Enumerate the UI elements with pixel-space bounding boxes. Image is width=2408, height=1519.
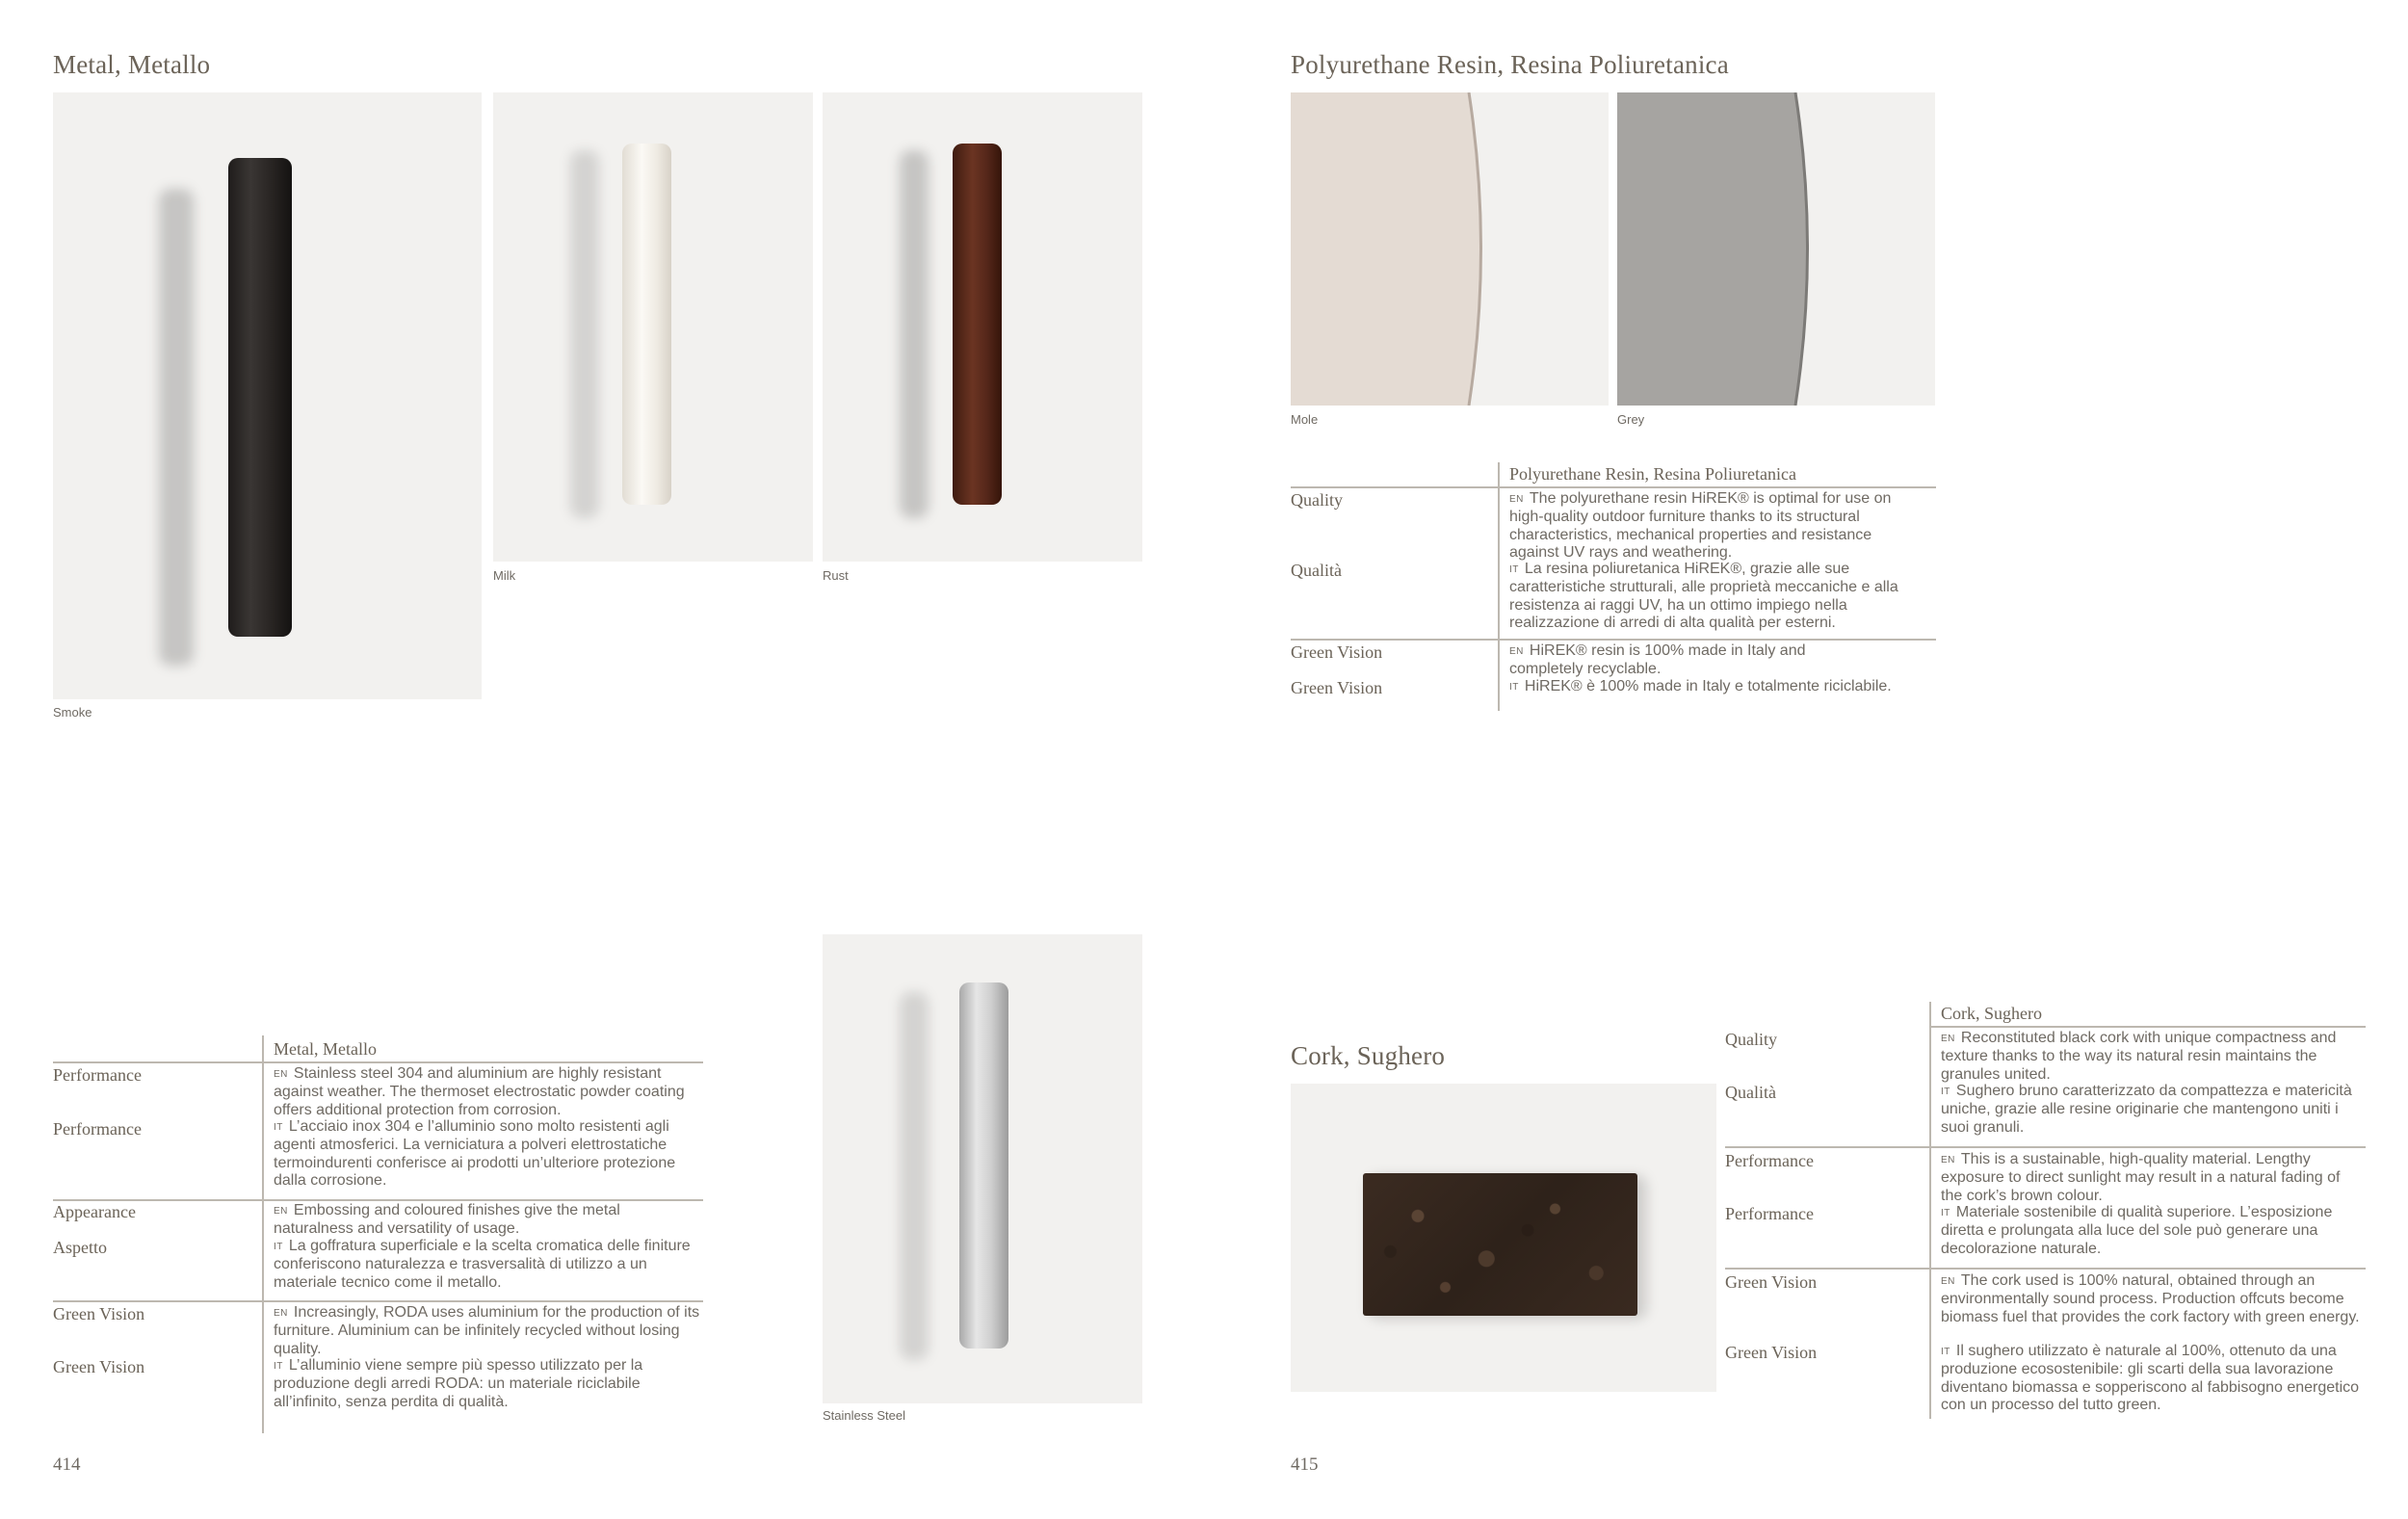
row-text-en <box>274 1065 702 1119</box>
lang-tag-en: EN <box>1509 646 1524 657</box>
row-text-en-body: Stainless steel 304 and aluminium are highly resistant against weather. The thermoset electrostatic powder coating offers additional protection from corrosion. <box>274 1065 685 1118</box>
table-rule <box>53 1199 703 1201</box>
lang-tag-en: EN <box>274 1206 288 1217</box>
row-text-it-body: Sughero bruno caratterizzato da compattezza e matericità uniche, grazie alle resine originarie che mantengono uniti i suoi granuli. <box>1941 1083 2352 1136</box>
resin-section-title: Polyurethane Resin, Resina Poliuretanica <box>1291 50 1729 79</box>
row-text-it-body: L’alluminio viene sempre più spesso utilizzato per la produzione degli arredi RODA: un materiale riciclabile all’infinito, senza perdita di qualità. <box>274 1357 643 1410</box>
row-text-it <box>1941 1343 2365 1414</box>
row-text-en-body: HiREK® resin is 100% made in Italy and completely recyclable. <box>1509 642 1806 678</box>
table-rule <box>53 1061 703 1063</box>
cork-section-title: Cork, Sughero <box>1291 1041 1446 1070</box>
row-text-en <box>274 1304 702 1358</box>
row-text-it-body: La resina poliuretanica HiREK®, grazie alle sue caratteristiche strutturali, alle proprietà meccaniche e alla resistenza ai raggi UV, ha un ottimo impiego nella realizzazione di arredi di alta qualità per esterni. <box>1509 561 1898 631</box>
lang-tag-en: EN <box>1941 1155 1955 1165</box>
table-header: Metal, Metallo <box>274 1039 377 1059</box>
swatch-milk <box>493 92 813 562</box>
lang-tag-en: EN <box>1941 1276 1955 1287</box>
row-label-it: Green Vision <box>1725 1343 1818 1362</box>
row-label-it: Performance <box>53 1119 142 1139</box>
lang-tag-en: EN <box>1509 494 1524 505</box>
table-column-divider <box>1498 462 1500 711</box>
resin-spec-table <box>1291 462 1936 713</box>
smoke-tube <box>228 158 292 637</box>
stainless-steel-tube <box>959 982 1008 1349</box>
swatch-caption-mole: Mole <box>1291 412 1319 427</box>
row-text-en-body: Embossing and coloured finishes give the metal naturalness and versatility of usage. <box>274 1202 620 1238</box>
row-text-en <box>1941 1030 2355 1084</box>
row-text-en <box>1509 642 1827 679</box>
page-number-left: 414 <box>53 1454 81 1475</box>
swatch-mole <box>1291 92 1609 406</box>
lang-tag-it: IT <box>274 1242 283 1252</box>
milk-tube <box>622 144 671 505</box>
swatch-caption-milk: Milk <box>493 568 516 583</box>
row-text-en <box>1509 490 1924 562</box>
row-text-en <box>1941 1151 2355 1205</box>
row-label-en: Appearance <box>53 1202 136 1221</box>
swatch-cork <box>1291 1084 1716 1392</box>
table-header: Cork, Sughero <box>1941 1004 2042 1023</box>
row-text-it-body: La goffratura superficiale e la scelta cromatica delle finiture conferiscono naturalezza e trasversalità di utilizzo a un materiale tecnico come il metallo. <box>274 1238 691 1291</box>
row-text-it-body: Materiale sostenibile di qualità superiore. L’esposizione diretta e prolungata alla luce del sole può generare una decolorazione naturale. <box>1941 1204 2333 1257</box>
page-number-right: 415 <box>1291 1454 1319 1475</box>
table-rule <box>1291 639 1936 641</box>
tube-shadow <box>900 992 929 1360</box>
tube-shadow <box>900 150 929 518</box>
row-text-it <box>274 1238 702 1292</box>
tube-shadow <box>159 189 194 666</box>
grey-resin-disc <box>1617 92 1935 406</box>
row-label-en: Green Vision <box>1291 642 1383 662</box>
lang-tag-it: IT <box>1509 682 1519 693</box>
row-label-en: Green Vision <box>53 1304 145 1323</box>
swatch-grey <box>1617 92 1935 406</box>
swatch-rust <box>823 92 1142 562</box>
cork-sample <box>1363 1173 1637 1316</box>
row-text-en-body: Reconstituted black cork with unique compactness and texture thanks to the way its natural resin maintains the granules united. <box>1941 1030 2337 1083</box>
row-text-en-body: This is a sustainable, high-quality material. Lengthy exposure to direct sunlight may result in a natural fading of the cork’s brown colour. <box>1941 1151 2341 1204</box>
row-label-it: Qualità <box>1725 1083 1776 1102</box>
lang-tag-it: IT <box>1941 1347 1950 1357</box>
table-header: Polyurethane Resin, Resina Poliuretanica <box>1509 464 1796 484</box>
row-text-en <box>274 1202 702 1239</box>
swatch-stainless-steel <box>823 934 1142 1403</box>
lang-tag-it: IT <box>1941 1208 1950 1218</box>
row-label-en: Quality <box>1291 490 1343 510</box>
row-text-it <box>1509 561 1924 632</box>
row-label-it: Aspetto <box>53 1238 107 1257</box>
metal-spec-table <box>53 1035 703 1435</box>
lang-tag-it: IT <box>274 1361 283 1372</box>
lang-tag-it: IT <box>1941 1087 1950 1097</box>
row-text-en-body: The polyurethane resin HiREK® is optimal for use on high-quality outdoor furniture thanks to its structural characteristics, mechanical properties and resistance against UV rays and weathering. <box>1509 490 1892 561</box>
row-text-it-body: Il sughero utilizzato è naturale al 100%, ottenuto da una produzione ecosostenibile: gli scarti della sua lavorazione diventano biomassa e sopperiscono al fabbisogno energetico con un processo del tutto green. <box>1941 1343 2360 1413</box>
swatch-caption-grey: Grey <box>1617 412 1645 427</box>
row-label-it: Qualità <box>1291 561 1342 580</box>
lang-tag-it: IT <box>274 1122 283 1133</box>
row-text-it <box>274 1357 702 1411</box>
swatch-smoke <box>53 92 482 699</box>
swatch-caption-smoke: Smoke <box>53 705 92 720</box>
table-column-divider <box>262 1035 264 1433</box>
row-text-en-body: Increasingly, RODA uses aluminium for the production of its furniture. Aluminium can be infinitely recycled without losing quality. <box>274 1304 700 1357</box>
row-label-it: Performance <box>1725 1204 1814 1223</box>
lang-tag-en: EN <box>274 1308 288 1319</box>
tube-shadow <box>570 150 599 518</box>
metal-section-title: Metal, Metallo <box>53 50 211 79</box>
row-text-en-body: The cork used is 100% natural, obtained through an environmentally sound process. Production offcuts become biomass fuel that provides the cork factory with green energy. <box>1941 1272 2360 1325</box>
row-text-it <box>1941 1204 2355 1258</box>
row-text-it-body: HiREK® è 100% made in Italy e totalmente riciclabile. <box>1524 678 1892 694</box>
row-label-en: Green Vision <box>1725 1272 1818 1292</box>
row-text-en <box>1941 1272 2365 1326</box>
table-column-divider <box>1929 1002 1931 1419</box>
lang-tag-en: EN <box>274 1069 288 1080</box>
rust-tube <box>953 144 1002 505</box>
row-label-en: Performance <box>1725 1151 1814 1170</box>
row-text-it <box>1509 678 1933 696</box>
table-rule <box>1929 1026 2366 1028</box>
table-rule <box>1725 1146 2366 1148</box>
table-rule <box>53 1300 703 1302</box>
swatch-caption-stainless-steel: Stainless Steel <box>823 1408 905 1423</box>
row-label-it: Green Vision <box>53 1357 145 1376</box>
table-rule <box>1725 1268 2366 1270</box>
row-text-it <box>1941 1083 2355 1137</box>
row-label-en: Performance <box>53 1065 142 1085</box>
lang-tag-it: IT <box>1509 564 1519 575</box>
mole-resin-disc <box>1291 92 1609 406</box>
cork-spec-table <box>1725 1002 2366 1421</box>
row-label-it: Green Vision <box>1291 678 1383 697</box>
row-label-en: Quality <box>1725 1030 1777 1049</box>
lang-tag-en: EN <box>1941 1034 1955 1044</box>
table-rule <box>1291 486 1936 488</box>
row-text-it-body: L’acciaio inox 304 e l’alluminio sono molto resistenti agli agenti atmosferici. La verniciatura a polveri elettrostatiche termoindurenti conferisce ai prodotti un’ulteriore protezione dalla corrosione. <box>274 1118 676 1189</box>
swatch-caption-rust: Rust <box>823 568 849 583</box>
row-text-it <box>274 1118 702 1190</box>
